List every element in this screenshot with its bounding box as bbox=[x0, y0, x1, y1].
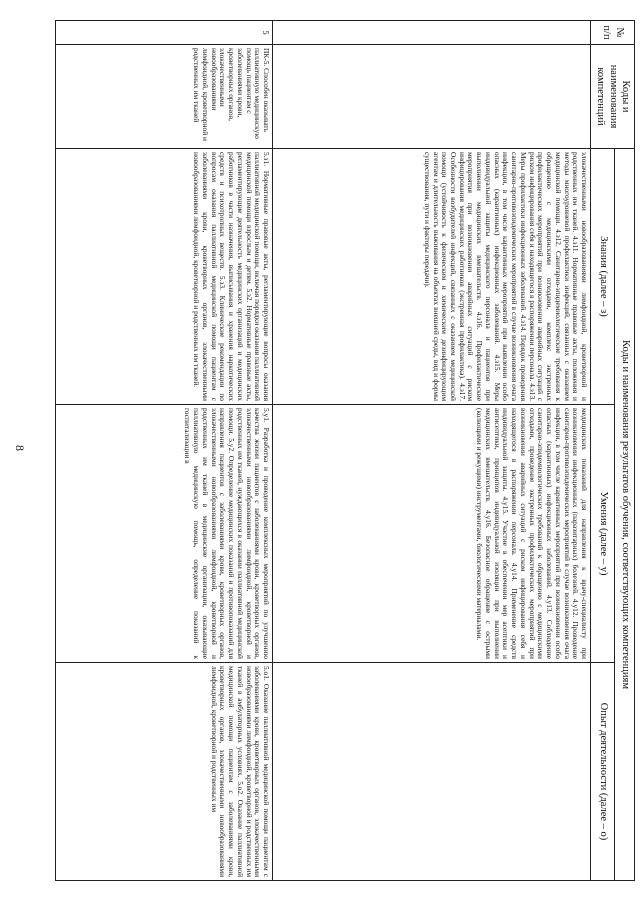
header-num: № п/п bbox=[591, 21, 635, 45]
row-knowledge: злокачественными новообразованиями лимфоидной, кроветворной и родственных им тканей. 4.з11. Нормативные правовые акты, положения и методы многоуровневой профилактики инфекций, связанных с оказанием медицинской помощи. 4.з12. Санитарно-эпидемиологические требования к обращению с медицинскими отходами, комплекс экстренных профилактических мероприятий при возникновении аварийных ситуаций с риском инфицирования себя и находящегося в распоряжении персонала. 4.з13. Меры профилактики инфекционных заболеваний. 4.з14. Порядок проведения санитарно-противоэпидемических мероприятий в случае возникновения очага инфекции, в том числе карантинных мероприятий при выявлении особо опасных (карантинных) инфекционных заболеваний. 4.з15. Меры индивидуальной защиты медицинского персонала и пациентов при выполнении медицинских вмешательств. 4.з16. Профилактические мероприятия при возникновении аварийных ситуаций с риском инфицирования медицинских работников (экстренная профилактика). 4.з17. Особенности возбудителей инфекций, связанных с оказанием медицинской помощи (устойчивость к физическим и химическим дезинфицирующим агентам и длительность выживания на объектах внешней среды, вид и формы существования, пути и факторы передачи). bbox=[273, 149, 591, 405]
header-experience: Опыт деятельности (далее – о) bbox=[591, 663, 615, 881]
row-code: ПК-5. Способен оказывать паллиативную медицинскую помощь пациентам с заболеваниями крови, кроветворных органов, злокачественными новообразованиями лимфоидной, кроветворной и родственных им тканей bbox=[56, 45, 273, 149]
header-codes: Коды и наименования компетенций bbox=[591, 45, 635, 149]
row-experience: 5.о1. Оказание паллиативной медицинской помощи пациентам с заболеваниями крови, кроветворных органов, злокачественными новообразованиями лимфоидной, кроветворной и родственных им тканей в амбулаторных условиях. 5.о2. Оказание паллиативной медицинской помощи пациентам с заболеваниями крови, кроветворных органов, злокачественными новообразованиями лимфоидной, кроветворной и родственных им bbox=[56, 663, 273, 881]
table-row bbox=[56, 21, 273, 881]
header-results: Коды и наименования результатов обучения, соответствующих компетенциям bbox=[615, 149, 635, 881]
header-knowledge: Знания (далее – з) bbox=[591, 149, 615, 405]
row-knowledge: 5.з1. Нормативные правовые акты, регламентирующие вопросы оказания паллиативной медицинской помощи, включая порядки оказания паллиативной медицинской помощи взрослым и детям. 5.з2. Нормативные правовые акты, регламентирующие деятельность медицинских организаций и медицинских работников в части назначения, выписывания и хранения наркотических средств и психотропных веществ. 5.з3. Клинические рекомендации по вопросам оказания паллиативной медицинской помощи пациентам с заболеваниями крови, кроветворных органов, злокачественными новообразованиями лимфоидной, кроветворной и родственных им тканей. bbox=[56, 149, 273, 405]
row-code bbox=[273, 45, 591, 149]
competencies-table bbox=[55, 20, 635, 881]
table-row bbox=[273, 21, 591, 881]
page-number: 8 bbox=[13, 445, 27, 451]
row-num: 5 bbox=[56, 21, 273, 45]
header-skills: Умения (далее – у) bbox=[591, 405, 615, 663]
row-skills: медицинских показаний для направления к врачу-специалисту при возникновении инфекционных (паразитарных) болезней. 4.у12. Проведение санитарно-противоэпидемических мероприятий в случае возникновения очага инфекции, в том числе карантинных мероприятий при возникновении особо опасных (карантинных) инфекционных заболеваний. 4.у13. Соблюдение санитарно-эпидемиологических требований к обращению с медицинскими отходами, проведение экстренных профилактических мероприятий при возникновении аварийных ситуаций с риском инфицирования себя и находящегося в распоряжении персонала. 4.у14. Применение средств индивидуальной защиты. 4.у15. Участие в обеспечении мер асептики и антисептики, принципов индивидуальной изоляции при выполнении медицинских вмешательств. 4.у16. Безопасное обращение с острыми (колющими и режущими) инструментами, биологическими материалами. bbox=[273, 405, 591, 663]
rotated-table-wrapper bbox=[55, 20, 635, 880]
row-skills: 5.у1. Разработка и проведение комплексных мероприятий по улучшению качества жизни пациентов с заболеваниями крови, кроветворных органов, злокачественными новообразованиями лимфоидной, кроветворной и родственных им тканей, нуждающихся в оказании паллиативной медицинской помощи. 5.у2. Определение медицинских показаний и противопоказаний для направления пациентов с заболеваниями крови, кроветворных органов, злокачественными новообразованиями лимфоидной, кроветворной и родственных им тканей в медицинские организации, оказывающие паллиативную медицинскую помощь, определение показаний к госпитализации в bbox=[56, 405, 273, 663]
row-experience bbox=[273, 663, 591, 881]
row-num bbox=[273, 21, 591, 45]
